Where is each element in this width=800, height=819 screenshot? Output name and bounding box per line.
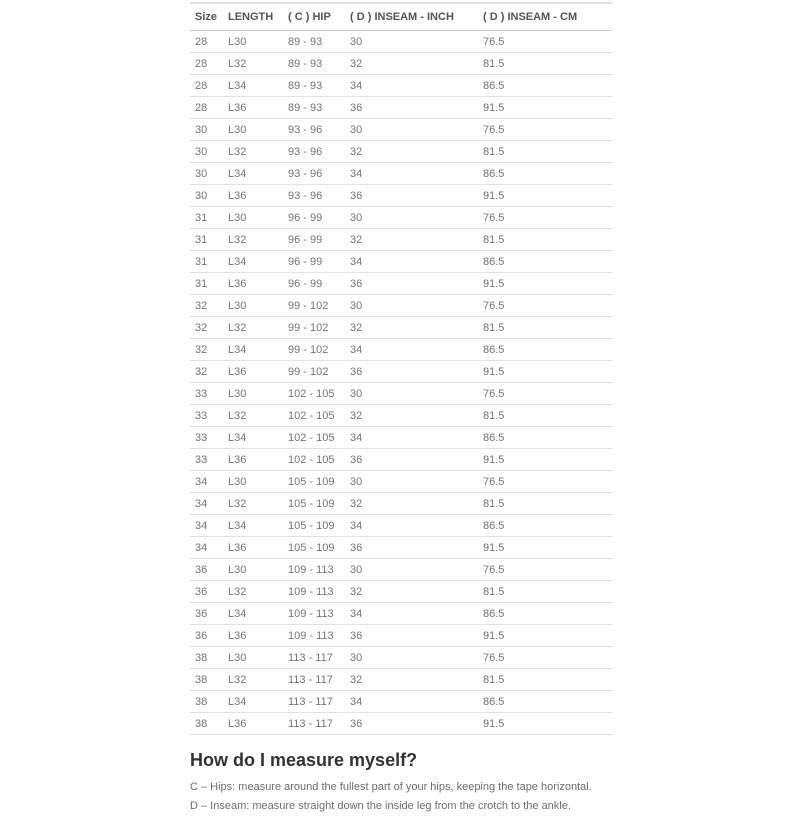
cell-length: L34 <box>228 691 288 713</box>
cell-size: 33 <box>190 449 228 471</box>
cell-hip: 109 - 113 <box>288 603 350 625</box>
cell-size: 31 <box>190 273 228 295</box>
cell-size: 30 <box>190 185 228 207</box>
cell-length: L36 <box>228 361 288 383</box>
cell-length: L30 <box>228 471 288 493</box>
header-cell-length: LENGTH <box>228 3 288 31</box>
cell-size: 31 <box>190 207 228 229</box>
cell-length: L34 <box>228 339 288 361</box>
cell-length: L32 <box>228 53 288 75</box>
cell-inseam-cm: 86.5 <box>483 75 612 97</box>
cell-size: 34 <box>190 515 228 537</box>
cell-inseam-cm: 91.5 <box>483 625 612 647</box>
header-cell-inseam-inch: ( D ) INSEAM - INCH <box>350 3 483 31</box>
cell-inseam-inch: 32 <box>350 53 483 75</box>
cell-inseam-cm: 91.5 <box>483 185 612 207</box>
cell-hip: 89 - 93 <box>288 97 350 119</box>
cell-length: L36 <box>228 449 288 471</box>
table-row <box>190 361 612 383</box>
cell-size: 38 <box>190 647 228 669</box>
cell-hip: 113 - 117 <box>288 713 350 735</box>
cell-hip: 89 - 93 <box>288 31 350 53</box>
cell-hip: 99 - 102 <box>288 339 350 361</box>
cell-inseam-cm: 86.5 <box>483 251 612 273</box>
cell-inseam-inch: 30 <box>350 31 483 53</box>
cell-length: L32 <box>228 669 288 691</box>
cell-hip: 105 - 109 <box>288 493 350 515</box>
cell-inseam-inch: 32 <box>350 493 483 515</box>
cell-size: 34 <box>190 493 228 515</box>
table-row <box>190 75 612 97</box>
table-row <box>190 603 612 625</box>
cell-length: L30 <box>228 559 288 581</box>
table-row <box>190 185 612 207</box>
cell-inseam-cm: 86.5 <box>483 339 612 361</box>
size-guide-panel <box>190 0 612 819</box>
cell-inseam-inch: 32 <box>350 141 483 163</box>
cell-inseam-inch: 30 <box>350 207 483 229</box>
table-row <box>190 251 612 273</box>
cell-inseam-cm: 86.5 <box>483 515 612 537</box>
cell-size: 34 <box>190 471 228 493</box>
table-row <box>190 53 612 75</box>
cell-length: L34 <box>228 515 288 537</box>
table-row <box>190 493 612 515</box>
cell-inseam-cm: 91.5 <box>483 713 612 735</box>
table-row <box>190 383 612 405</box>
cell-hip: 96 - 99 <box>288 207 350 229</box>
cell-hip: 105 - 109 <box>288 537 350 559</box>
cell-inseam-cm: 91.5 <box>483 97 612 119</box>
cell-hip: 99 - 102 <box>288 295 350 317</box>
measure-hips-instruction: C – Hips: measure around the fullest part of your hips, keeping the tape horizontal. <box>190 781 592 793</box>
cell-size: 32 <box>190 361 228 383</box>
table-row <box>190 31 612 53</box>
cell-inseam-inch: 34 <box>350 427 483 449</box>
table-row <box>190 273 612 295</box>
cell-inseam-cm: 86.5 <box>483 427 612 449</box>
cell-inseam-cm: 76.5 <box>483 207 612 229</box>
cell-inseam-inch: 34 <box>350 251 483 273</box>
cell-hip: 93 - 96 <box>288 163 350 185</box>
table-row <box>190 163 612 185</box>
cell-inseam-cm: 76.5 <box>483 647 612 669</box>
cell-size: 30 <box>190 141 228 163</box>
table-row <box>190 691 612 713</box>
cell-inseam-inch: 32 <box>350 669 483 691</box>
cell-inseam-inch: 32 <box>350 229 483 251</box>
cell-size: 33 <box>190 427 228 449</box>
measure-section-title: How do I measure myself? <box>190 750 418 770</box>
cell-inseam-cm: 81.5 <box>483 317 612 339</box>
table-row <box>190 119 612 141</box>
cell-length: L36 <box>228 537 288 559</box>
table-row <box>190 647 612 669</box>
cell-hip: 89 - 93 <box>288 53 350 75</box>
cell-length: L32 <box>228 229 288 251</box>
cell-hip: 99 - 102 <box>288 317 350 339</box>
cell-inseam-inch: 36 <box>350 97 483 119</box>
cell-hip: 99 - 102 <box>288 361 350 383</box>
cell-inseam-inch: 30 <box>350 119 483 141</box>
cell-length: L32 <box>228 141 288 163</box>
table-row <box>190 97 612 119</box>
cell-inseam-cm: 81.5 <box>483 405 612 427</box>
cell-length: L36 <box>228 713 288 735</box>
table-row <box>190 515 612 537</box>
cell-size: 28 <box>190 75 228 97</box>
table-row <box>190 537 612 559</box>
cell-length: L32 <box>228 405 288 427</box>
cell-inseam-inch: 34 <box>350 75 483 97</box>
cell-hip: 96 - 99 <box>288 229 350 251</box>
cell-inseam-inch: 34 <box>350 163 483 185</box>
table-row <box>190 339 612 361</box>
cell-inseam-cm: 76.5 <box>483 559 612 581</box>
cell-inseam-inch: 30 <box>350 647 483 669</box>
cell-length: L36 <box>228 185 288 207</box>
cell-size: 36 <box>190 581 228 603</box>
cell-length: L30 <box>228 383 288 405</box>
cell-hip: 113 - 117 <box>288 669 350 691</box>
cell-hip: 105 - 109 <box>288 471 350 493</box>
cell-inseam-inch: 36 <box>350 273 483 295</box>
cell-inseam-cm: 81.5 <box>483 53 612 75</box>
cell-length: L30 <box>228 207 288 229</box>
cell-inseam-inch: 36 <box>350 537 483 559</box>
cell-length: L32 <box>228 581 288 603</box>
table-row <box>190 405 612 427</box>
cell-length: L32 <box>228 493 288 515</box>
table-row <box>190 581 612 603</box>
cell-inseam-cm: 76.5 <box>483 471 612 493</box>
header-cell-size: Size <box>190 3 228 31</box>
cell-hip: 105 - 109 <box>288 515 350 537</box>
cell-size: 38 <box>190 669 228 691</box>
table-row <box>190 295 612 317</box>
cell-size: 30 <box>190 163 228 185</box>
header-cell-inseam-cm: ( D ) INSEAM - CM <box>483 3 612 31</box>
table-row <box>190 449 612 471</box>
table-row <box>190 669 612 691</box>
cell-size: 34 <box>190 537 228 559</box>
table-header-row <box>190 3 612 31</box>
table-row <box>190 471 612 493</box>
cell-hip: 89 - 93 <box>288 75 350 97</box>
cell-inseam-cm: 81.5 <box>483 669 612 691</box>
cell-inseam-cm: 81.5 <box>483 493 612 515</box>
cell-size: 32 <box>190 317 228 339</box>
size-chart-body <box>190 31 612 735</box>
cell-size: 36 <box>190 603 228 625</box>
cell-size: 38 <box>190 691 228 713</box>
cell-hip: 109 - 113 <box>288 581 350 603</box>
table-row <box>190 625 612 647</box>
cell-hip: 96 - 99 <box>288 273 350 295</box>
cell-inseam-cm: 86.5 <box>483 691 612 713</box>
cell-size: 31 <box>190 229 228 251</box>
table-row <box>190 317 612 339</box>
cell-inseam-inch: 34 <box>350 339 483 361</box>
table-row <box>190 713 612 735</box>
cell-inseam-cm: 76.5 <box>483 31 612 53</box>
cell-inseam-inch: 36 <box>350 361 483 383</box>
cell-inseam-cm: 76.5 <box>483 295 612 317</box>
cell-hip: 109 - 113 <box>288 625 350 647</box>
cell-length: L36 <box>228 273 288 295</box>
cell-inseam-cm: 91.5 <box>483 537 612 559</box>
cell-inseam-inch: 30 <box>350 295 483 317</box>
cell-inseam-cm: 81.5 <box>483 141 612 163</box>
cell-size: 28 <box>190 97 228 119</box>
cell-length: L32 <box>228 317 288 339</box>
cell-hip: 102 - 105 <box>288 427 350 449</box>
cell-inseam-inch: 34 <box>350 603 483 625</box>
cell-hip: 93 - 96 <box>288 141 350 163</box>
cell-hip: 109 - 113 <box>288 559 350 581</box>
cell-inseam-inch: 30 <box>350 383 483 405</box>
cell-inseam-inch: 34 <box>350 691 483 713</box>
cell-length: L30 <box>228 31 288 53</box>
cell-length: L30 <box>228 295 288 317</box>
cell-hip: 102 - 105 <box>288 405 350 427</box>
cell-inseam-inch: 36 <box>350 449 483 471</box>
cell-hip: 93 - 96 <box>288 185 350 207</box>
cell-inseam-cm: 91.5 <box>483 449 612 471</box>
cell-size: 38 <box>190 713 228 735</box>
table-row <box>190 207 612 229</box>
measure-section <box>190 750 612 812</box>
cell-hip: 102 - 105 <box>288 383 350 405</box>
size-chart-header <box>190 3 612 31</box>
cell-inseam-inch: 32 <box>350 581 483 603</box>
size-chart-table <box>190 2 612 735</box>
cell-length: L30 <box>228 647 288 669</box>
cell-hip: 102 - 105 <box>288 449 350 471</box>
cell-size: 32 <box>190 295 228 317</box>
cell-length: L36 <box>228 97 288 119</box>
cell-hip: 93 - 96 <box>288 119 350 141</box>
table-row <box>190 229 612 251</box>
cell-inseam-inch: 32 <box>350 405 483 427</box>
cell-hip: 113 - 117 <box>288 647 350 669</box>
cell-inseam-cm: 76.5 <box>483 383 612 405</box>
cell-size: 33 <box>190 405 228 427</box>
cell-size: 36 <box>190 559 228 581</box>
cell-hip: 113 - 117 <box>288 691 350 713</box>
cell-size: 32 <box>190 339 228 361</box>
cell-size: 33 <box>190 383 228 405</box>
cell-length: L36 <box>228 625 288 647</box>
table-row <box>190 141 612 163</box>
cell-size: 31 <box>190 251 228 273</box>
cell-size: 28 <box>190 53 228 75</box>
cell-inseam-cm: 81.5 <box>483 581 612 603</box>
cell-length: L34 <box>228 75 288 97</box>
cell-length: L34 <box>228 251 288 273</box>
cell-inseam-cm: 91.5 <box>483 273 612 295</box>
cell-inseam-inch: 32 <box>350 317 483 339</box>
cell-inseam-cm: 91.5 <box>483 361 612 383</box>
cell-inseam-inch: 30 <box>350 471 483 493</box>
table-row <box>190 559 612 581</box>
cell-inseam-cm: 86.5 <box>483 163 612 185</box>
cell-inseam-inch: 36 <box>350 625 483 647</box>
cell-inseam-inch: 30 <box>350 559 483 581</box>
table-row <box>190 427 612 449</box>
cell-length: L30 <box>228 119 288 141</box>
cell-size: 28 <box>190 31 228 53</box>
cell-inseam-cm: 81.5 <box>483 229 612 251</box>
cell-inseam-cm: 76.5 <box>483 119 612 141</box>
cell-inseam-inch: 36 <box>350 185 483 207</box>
cell-length: L34 <box>228 427 288 449</box>
cell-inseam-inch: 36 <box>350 713 483 735</box>
cell-size: 30 <box>190 119 228 141</box>
cell-size: 36 <box>190 625 228 647</box>
cell-hip: 96 - 99 <box>288 251 350 273</box>
measure-inseam-instruction: D – Inseam: measure straight down the inside leg from the crotch to the ankle. <box>190 800 571 812</box>
cell-inseam-cm: 86.5 <box>483 603 612 625</box>
cell-length: L34 <box>228 603 288 625</box>
cell-length: L34 <box>228 163 288 185</box>
cell-inseam-inch: 34 <box>350 515 483 537</box>
header-cell-hip: ( C ) HIP <box>288 3 350 31</box>
